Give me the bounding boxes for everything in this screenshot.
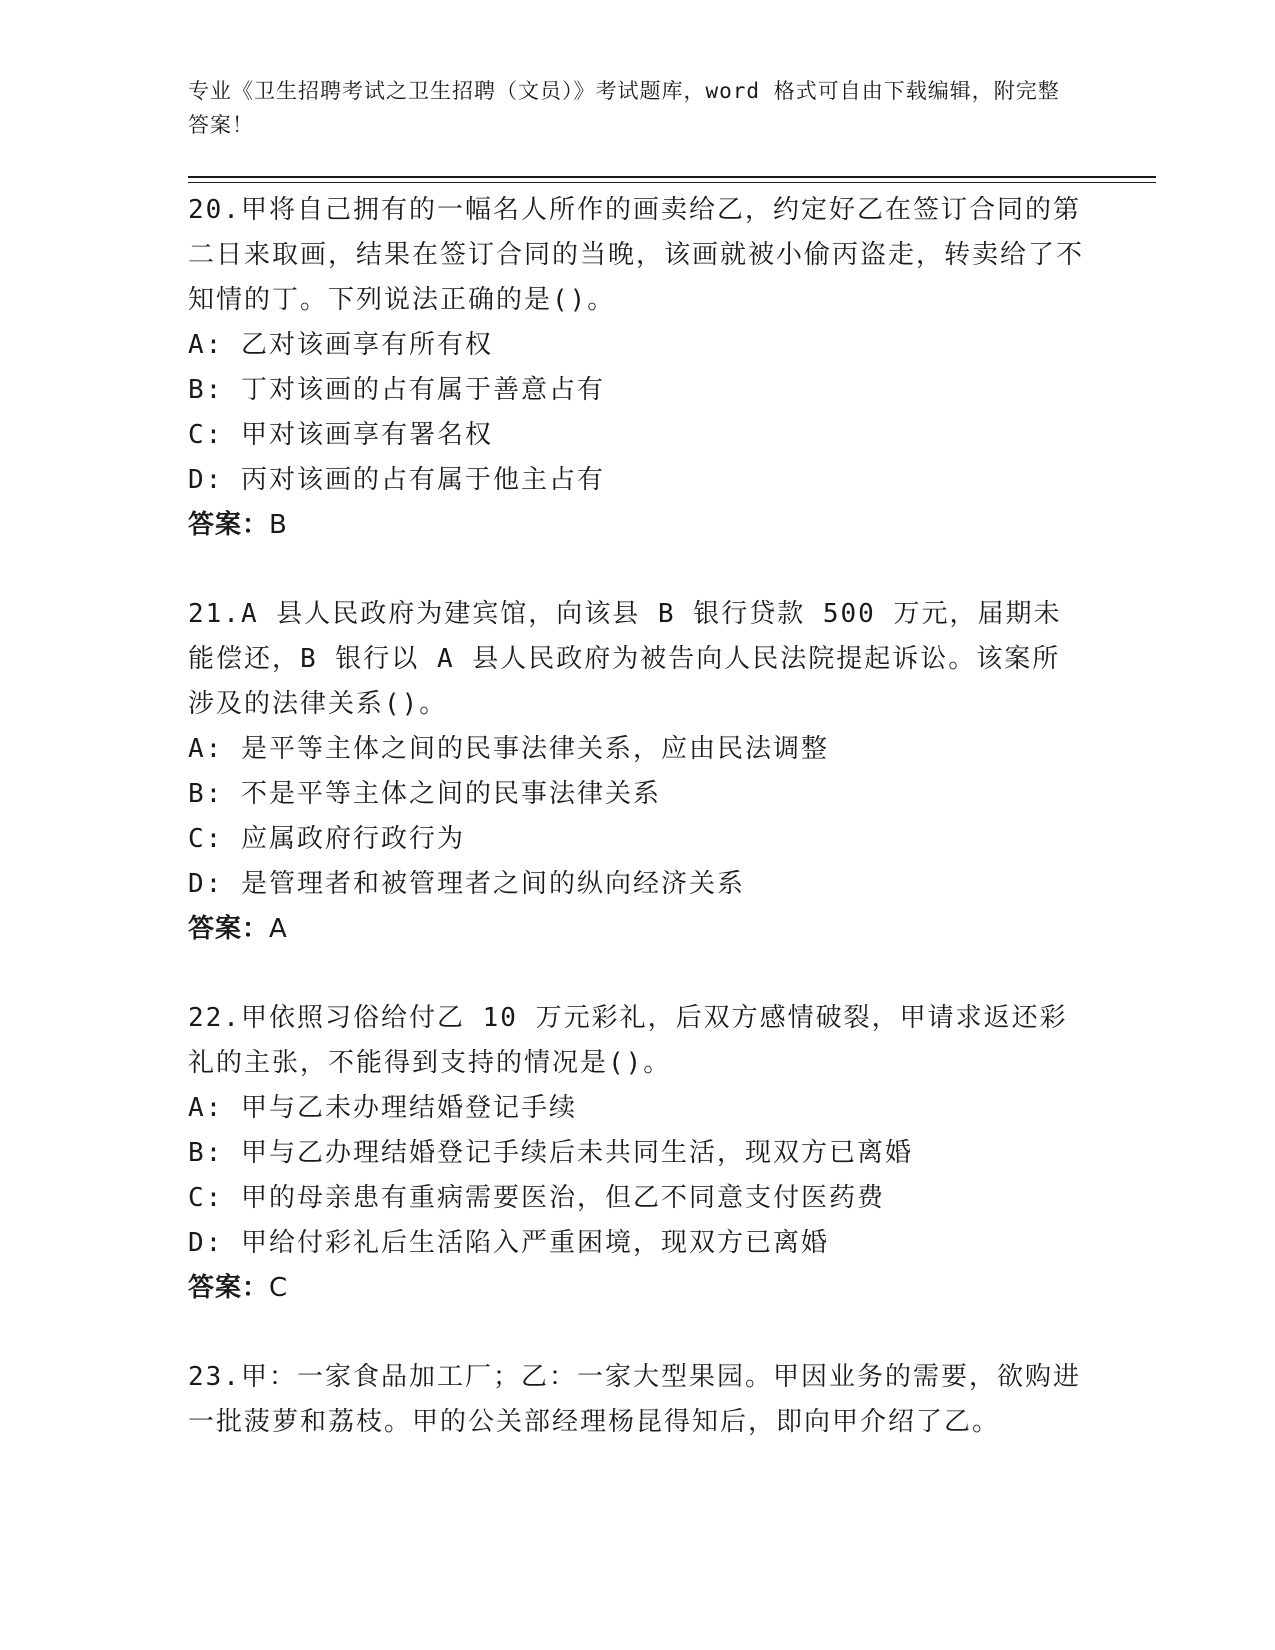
question-stem: 21.A 县人民政府为建宾馆，向该县 B 银行贷款 500 万元，届期未能偿还，B 银行以 A 县人民政府为被告向人民法院提起诉讼。该案所涉及的法律关系()。 [188, 599, 1062, 719]
option-b: B: 丁对该画的占有属于善意占有 [188, 375, 605, 405]
header-divider-thick [188, 176, 1156, 178]
question-stem: 23.甲：一家食品加工厂；乙：一家大型果园。甲因业务的需要，欲购进一批菠萝和荔枝。甲的公关部经理杨昆得知后，即向甲介绍了乙。 [188, 1362, 1081, 1437]
option-d: D: 甲给付彩礼后生活陷入严重困境，现双方已离婚 [188, 1228, 829, 1258]
option-a: A: 是平等主体之间的民事法律关系，应由民法调整 [188, 734, 829, 764]
answer-label: 答案： [188, 510, 270, 540]
question-22 [188, 996, 1088, 1311]
option-d: D: 是管理者和被管理者之间的纵向经济关系 [188, 869, 745, 899]
answer-label: 答案： [188, 1273, 270, 1303]
question-23 [188, 1355, 1088, 1445]
question-stem: 22.甲依照习俗给付乙 10 万元彩礼，后双方感情破裂，甲请求返还彩礼的主张，不能得到支持的情况是()。 [188, 1003, 1068, 1078]
question-20 [188, 188, 1088, 548]
question-21 [188, 592, 1088, 952]
option-b: B: 不是平等主体之间的民事法律关系 [188, 779, 661, 809]
question-stem: 20.甲将自己拥有的一幅名人所作的画卖给乙，约定好乙在签订合同的第二日来取画，结果在签订合同的当晚，该画就被小偷丙盗走，转卖给了不知情的丁。下列说法正确的是()。 [188, 195, 1085, 315]
option-c: C: 甲对该画享有署名权 [188, 420, 493, 450]
answer-line [188, 1266, 1088, 1311]
document-header: 专业《卫生招聘考试之卫生招聘（文员）》考试题库，word 格式可自由下载编辑，附完整答案！ [188, 79, 1060, 137]
answer-line [188, 907, 1088, 952]
option-a: A: 甲与乙未办理结婚登记手续 [188, 1093, 577, 1123]
question-list [188, 188, 1088, 1489]
header-divider-thin [188, 182, 1156, 183]
option-c: C: 应属政府行政行为 [188, 824, 465, 854]
answer-value: B [269, 510, 288, 540]
answer-line [188, 503, 1088, 548]
answer-label: 答案： [188, 914, 270, 944]
option-d: D: 丙对该画的占有属于他主占有 [188, 465, 605, 495]
option-b: B: 甲与乙办理结婚登记手续后未共同生活，现双方已离婚 [188, 1138, 913, 1168]
answer-value: C [269, 1273, 289, 1303]
answer-value: A [269, 914, 288, 944]
option-c: C: 甲的母亲患有重病需要医治，但乙不同意支付医药费 [188, 1183, 885, 1213]
option-a: A: 乙对该画享有所有权 [188, 330, 493, 360]
